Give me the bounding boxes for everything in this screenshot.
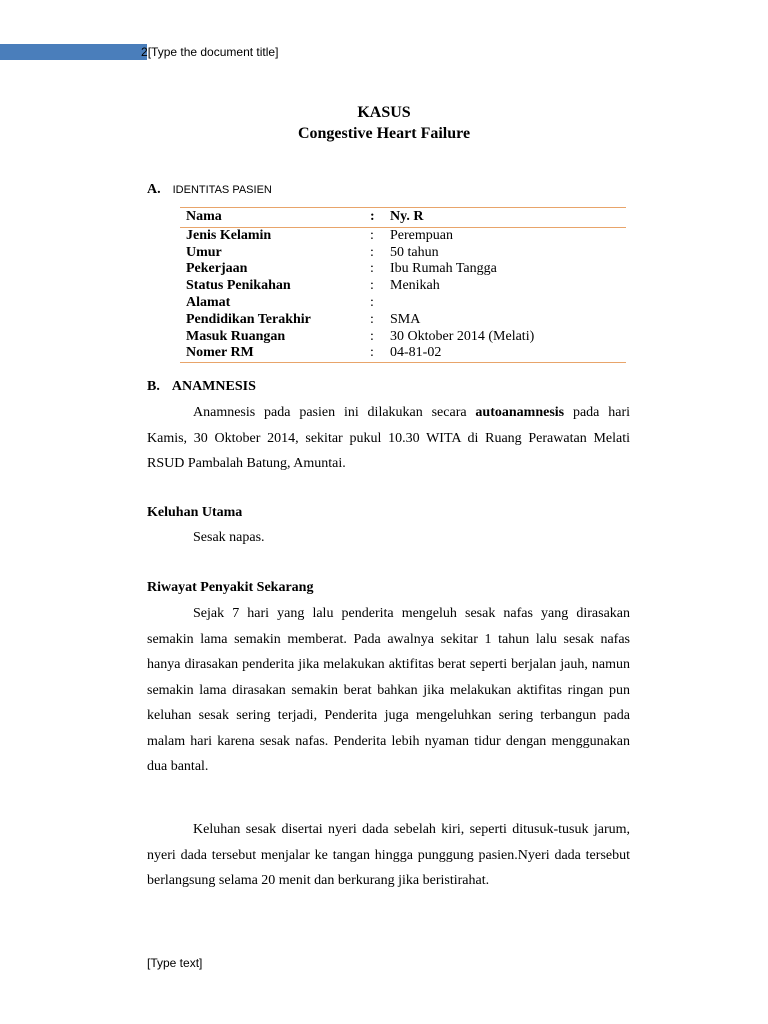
anamnesis-text-pre: Anamnesis pada pasien ini dilakukan secara	[193, 405, 476, 420]
section-a-title: IDENTITAS PASIEN	[172, 184, 272, 196]
identity-label: Pendidikan Terakhir	[186, 311, 311, 327]
keluhan-utama-text: Sesak napas.	[193, 530, 265, 545]
identity-colon: :	[370, 294, 374, 310]
identity-label: Alamat	[186, 294, 231, 310]
identity-colon: :	[370, 328, 374, 344]
table-row	[180, 208, 626, 228]
section-b-title: ANAMNESIS	[171, 379, 256, 394]
identity-value: 30 Oktober 2014 (Melati)	[390, 328, 535, 344]
keluhan-utama-heading: Keluhan Utama	[147, 505, 243, 520]
table-row	[180, 227, 626, 244]
table-row	[180, 345, 626, 362]
identity-colon: :	[370, 261, 374, 277]
identity-value: 04-81-02	[390, 345, 442, 361]
header-accent-bar	[0, 44, 147, 60]
document-title: KASUS	[357, 104, 411, 121]
riwayat-paragraph-1: Sejak 7 hari yang lalu penderita mengeluh sesak nafas yang dirasakan semakin lama semakin memberat. Pada awalnya sekitar 1 tahun lalu sesak nafas hanya dirasakan penderita jika melakukan aktifitas berat seperti berjalan jauh, namun semakin lama dirasakan semakin berat bahkan jika melakukan aktifitas ringan pun keluhan sesak sering terjadi, Penderita juga mengeluhkan sering terbangun pada malam hari karena sesak nafas. Penderita lebih nyaman tidur dengan menggunakan dua bantal.	[147, 606, 630, 774]
anamnesis-paragraph	[147, 400, 630, 477]
anamnesis-bold-term: autoanamnesis	[475, 405, 565, 420]
identity-table	[180, 207, 626, 363]
section-a-letter: A.	[147, 182, 161, 197]
page-header	[141, 44, 278, 60]
identity-label: Jenis Kelamin	[186, 227, 272, 243]
section-b-letter: B.	[147, 379, 160, 394]
identity-colon: :	[370, 345, 374, 361]
table-row	[180, 245, 626, 262]
document-subtitle: Congestive Heart Failure	[297, 125, 471, 142]
identity-colon: :	[370, 278, 374, 294]
identity-colon: :	[370, 311, 374, 327]
identity-value: Ibu Rumah Tangga	[390, 261, 497, 277]
identity-value: Perempuan	[390, 227, 453, 243]
table-row	[180, 261, 626, 278]
riwayat-heading: Riwayat Penyakit Sekarang	[147, 580, 314, 595]
table-row	[180, 278, 626, 295]
identity-label: Masuk Ruangan	[186, 328, 286, 344]
identity-label: Pekerjaan	[186, 261, 248, 277]
table-row	[180, 329, 626, 346]
identity-label: Nama	[180, 208, 364, 228]
identity-label: Umur	[186, 244, 222, 260]
page-footer-placeholder[interactable]: [Type text]	[147, 956, 203, 970]
table-row	[180, 295, 626, 312]
table-row	[180, 312, 626, 329]
anamnesis-text-post: pada hari Kamis, 30 Oktober 2014, sekitar pukul 10.30 WITA di Ruang Perawatan Melati RSUD Pambalah Batung, Amuntai.	[147, 405, 630, 471]
section-b-heading	[147, 379, 256, 395]
identity-colon: :	[370, 244, 374, 260]
identity-label: Status Penikahan	[186, 278, 291, 294]
identity-value: 50 tahun	[390, 244, 439, 260]
identity-value	[384, 295, 626, 312]
identity-value: SMA	[390, 311, 421, 327]
section-a-heading	[147, 182, 272, 198]
identity-value: Menikah	[390, 278, 440, 294]
riwayat-paragraph-2: Keluhan sesak disertai nyeri dada sebelah kiri, seperti ditusuk-tusuk jarum, nyeri dada tersebut menjalar ke tangan hingga punggung pasien.Nyeri dada tersebut berlangsung selama 20 menit dan berkurang jika beristirahat.	[147, 822, 630, 888]
identity-colon: :	[370, 227, 374, 243]
identity-colon: :	[364, 208, 384, 228]
identity-label: Nomer RM	[186, 345, 254, 361]
document-title-placeholder[interactable]: [Type the document title]	[147, 45, 279, 59]
page-number: 2	[141, 45, 148, 59]
identity-value: Ny. R	[384, 208, 626, 228]
